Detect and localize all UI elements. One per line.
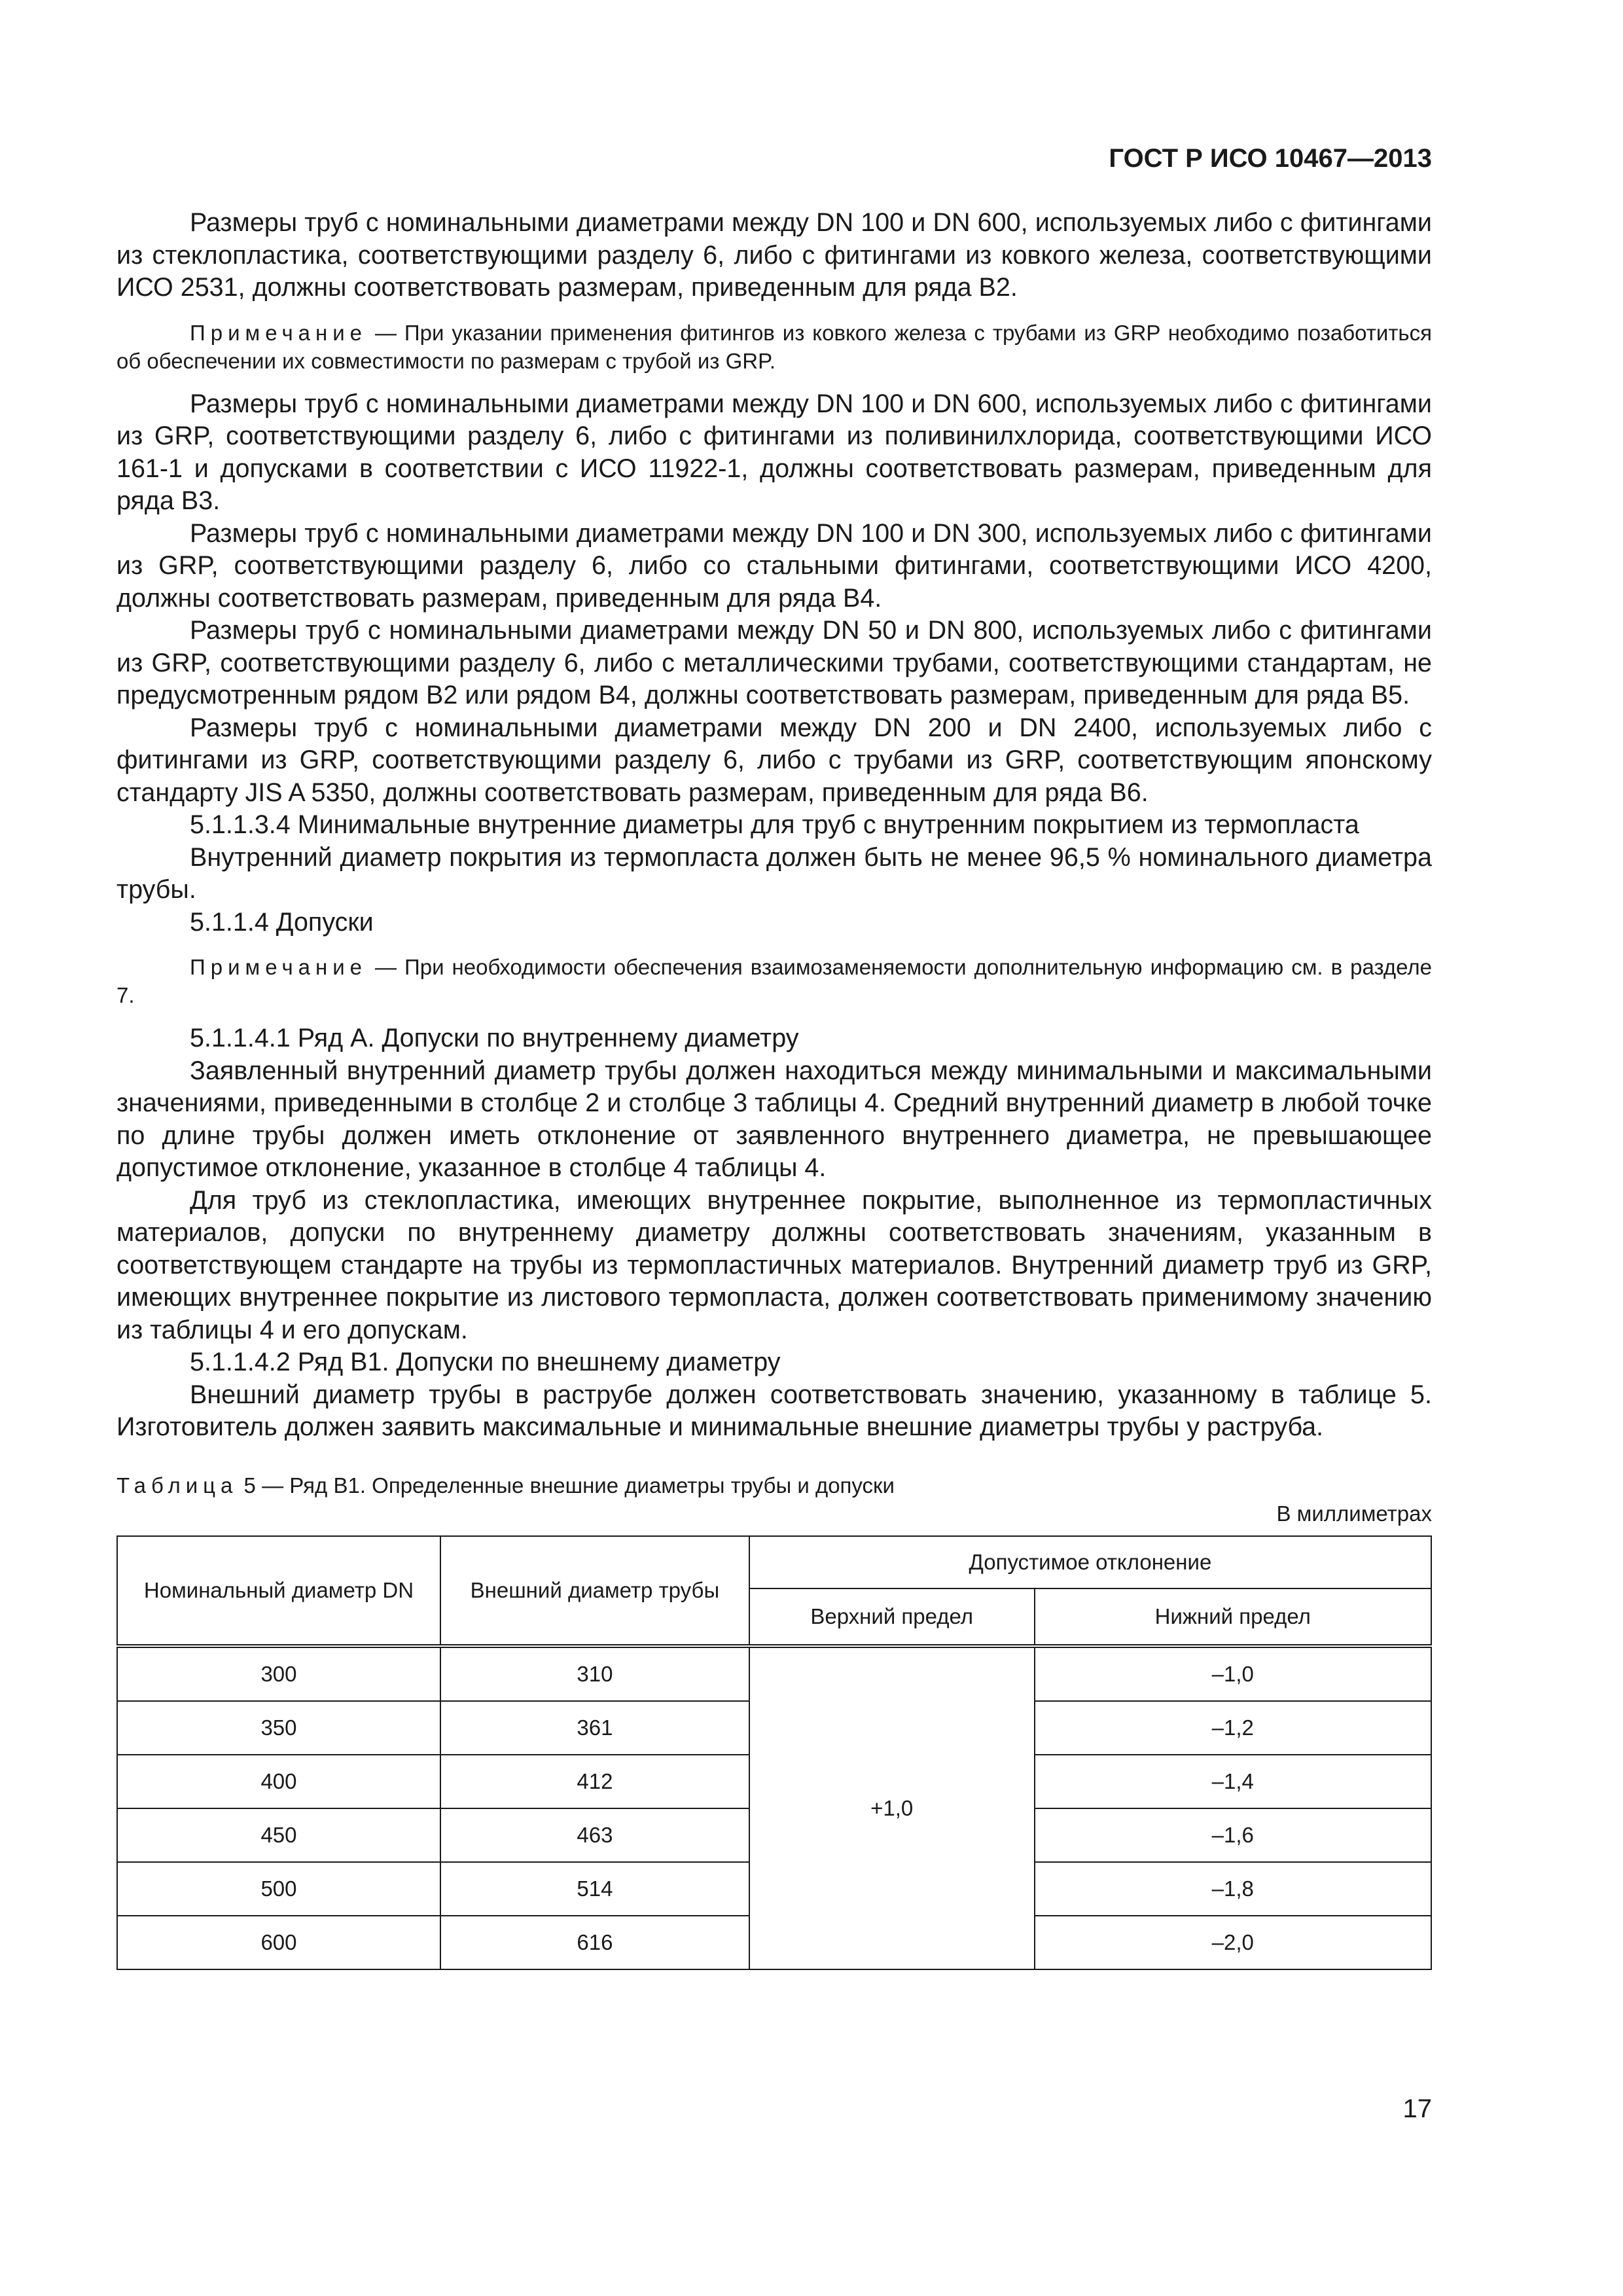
- header-lower-limit: Нижний предел: [1035, 1588, 1431, 1646]
- table-row: [117, 1646, 1431, 1701]
- section-heading: 5.1.1.4.1 Ряд А. Допуски по внутреннему диаметру: [190, 1024, 799, 1052]
- paragraph: Размеры труб с номинальными диаметрами между DN 100 и DN 600, используемых либо с фитингами из стеклопластика, соответствующими разделу 6, либо с фитингами из ковкого железа, соответствующими ИСО 2531, должны соответствовать размерам, приведенным для ряда В2.: [116, 208, 1432, 302]
- note: [116, 319, 1432, 375]
- cell-outer-diameter: 616: [440, 1916, 749, 1969]
- document-body: [116, 207, 1432, 1970]
- section-heading: 5.1.1.4 Допуски: [190, 907, 374, 937]
- header-nominal-diameter: Номинальный диаметр DN: [117, 1536, 440, 1646]
- cell-dn: 500: [117, 1862, 440, 1916]
- tolerance-table: [116, 1535, 1432, 1970]
- cell-lower-limit: –1,0: [1035, 1646, 1431, 1701]
- paragraph: Для труб из стеклопластика, имеющих внутреннее покрытие, выполненное из термопластичных материалов, допуски по внутреннему диаметру должны соответствовать значениям, указанным в соответствующем стандарте на трубы из термопластичных материалов. Внутренний диаметр труб из GRP, имеющих внутреннее покрытие из листового термопласта, должен соответствовать применимому значению из таблицы 4 и его допускам.: [116, 1185, 1432, 1344]
- cell-dn: 350: [117, 1701, 440, 1755]
- cell-outer-diameter: 514: [440, 1862, 749, 1916]
- section-heading: 5.1.1.4.2 Ряд В1. Допуски по внешнему диаметру: [190, 1348, 781, 1376]
- cell-lower-limit: –1,8: [1035, 1862, 1431, 1916]
- cell-outer-diameter: 463: [440, 1808, 749, 1862]
- paragraph: Размеры труб с номинальными диаметрами между DN 50 и DN 800, используемых либо с фитингами из GRP, соответствующими разделу 6, либо с металлическими трубами, соответствующими стандартам, не предусмотренным рядом В2 или рядом В4, должны соответствовать размерам, приведенным для ряда В5.: [116, 616, 1432, 709]
- paragraph: Размеры труб с номинальными диаметрами между DN 100 и DN 300, используемых либо с фитингами из GRP, соответствующими разделу 6, либо со стальными фитингами, соответствующими ИСО 4200, должны соответствовать размерам, приведенным для ряда В4.: [116, 518, 1432, 613]
- header-outer-diameter: Внешний диаметр трубы: [440, 1536, 749, 1646]
- table-caption-label: Таблица: [116, 1473, 238, 1498]
- header-upper-limit: Верхний предел: [749, 1588, 1035, 1646]
- cell-dn: 600: [117, 1916, 440, 1969]
- note-text: — При указании применения фитингов из ковкого железа с трубами из GRP необходимо позаботиться об обеспечении их совместимости по размерам с трубой из GRP.: [116, 320, 1432, 373]
- cell-dn: 450: [117, 1808, 440, 1862]
- cell-outer-diameter: 412: [440, 1755, 749, 1808]
- paragraph: Заявленный внутренний диаметр трубы должен находиться между минимальными и максимальными значениями, приведенными в столбце 2 и столбце 3 таблицы 4. Средний внутренний диаметр в любой точке по длине трубы должен иметь отклонение от заявленного внутреннего диаметра, не превышающее допустимое отклонение, указанное в столбце 4 таблицы 4.: [116, 1056, 1432, 1182]
- page-number: 17: [1402, 2094, 1432, 2123]
- cell-lower-limit: –2,0: [1035, 1916, 1431, 1969]
- cell-dn: 400: [117, 1755, 440, 1808]
- cell-dn: 300: [117, 1646, 440, 1701]
- note: [116, 953, 1432, 1009]
- cell-lower-limit: –1,2: [1035, 1701, 1431, 1755]
- document-header: ГОСТ Р ИСО 10467—2013: [1109, 144, 1432, 173]
- table-caption: [116, 1471, 1432, 1499]
- section-heading: 5.1.1.3.4 Минимальные внутренние диаметры для труб с внутренним покрытием из термопласта: [190, 810, 1359, 839]
- paragraph: Размеры труб с номинальными диаметрами между DN 100 и DN 600, используемых либо с фитингами из GRP, соответствующими разделу 6, либо с фитингами из поливинилхлорида, соответствующими ИСО 161-1 и допусками в соответствии с ИСО 11922-1, должны соответствовать размерам, приведенным для ряда В3.: [116, 389, 1432, 515]
- header-tolerance: Допустимое отклонение: [749, 1536, 1431, 1588]
- cell-lower-limit: –1,4: [1035, 1755, 1431, 1808]
- note-label: Примечание: [190, 320, 368, 345]
- table-units: В миллиметрах: [1276, 1501, 1432, 1526]
- table-caption-text: 5 — Ряд В1. Определенные внешние диаметры трубы и допуски: [238, 1473, 895, 1498]
- cell-upper-limit: +1,0: [749, 1646, 1035, 1969]
- paragraph: Внешний диаметр трубы в раструбе должен соответствовать значению, указанному в таблице 5. Изготовитель должен заявить максимальные и минимальные внешние диаметры трубы у раструба.: [116, 1380, 1432, 1441]
- paragraph: Внутренний диаметр покрытия из термопласта должен быть не менее 96,5 % номинального диаметра трубы.: [116, 842, 1432, 904]
- cell-outer-diameter: 361: [440, 1701, 749, 1755]
- cell-lower-limit: –1,6: [1035, 1808, 1431, 1862]
- paragraph: Размеры труб с номинальными диаметрами между DN 200 и DN 2400, используемых либо с фитингами из GRP, соответствующими разделу 6, либо с трубами из GRP, соответствующим японскому стандарту JIS A 5350, должны соответствовать размерам, приведенным для ряда В6.: [116, 713, 1432, 807]
- note-label: Примечание: [190, 955, 368, 979]
- cell-outer-diameter: 310: [440, 1646, 749, 1701]
- note-text: — При необходимости обеспечения взаимозаменяемости дополнительную информацию см. в разделе 7.: [116, 955, 1432, 1007]
